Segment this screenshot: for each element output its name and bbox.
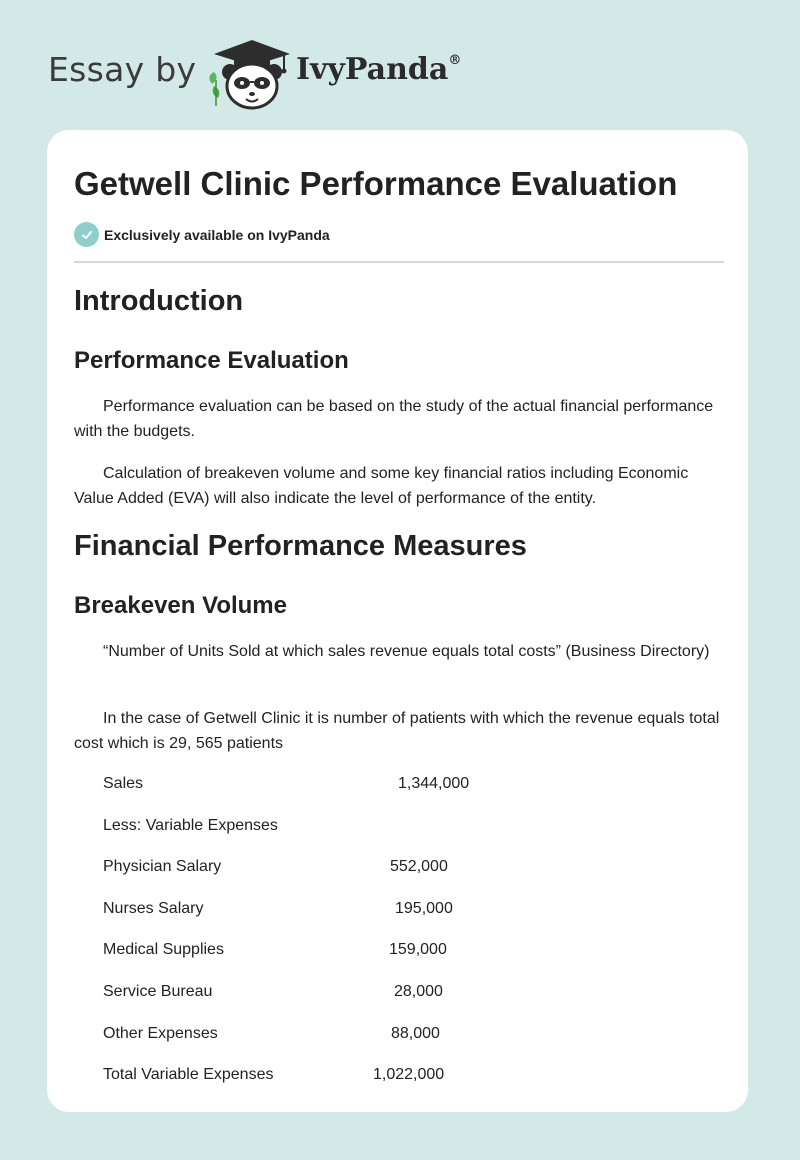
row-value: 28,000 <box>394 983 443 1000</box>
row-value: 159,000 <box>389 941 447 958</box>
table-row <box>103 983 703 1005</box>
heading-performance-evaluation: Performance Evaluation <box>74 347 349 374</box>
paragraph: Performance evaluation can be based on the study of the actual financial performance with the budgets. <box>74 398 714 440</box>
row-label: Service Bureau <box>103 983 213 1000</box>
row-label: Less: Variable Expenses <box>103 817 278 834</box>
row-label: Sales <box>103 775 144 792</box>
table-row <box>103 775 703 797</box>
page-title: Getwell Clinic Performance Evaluation <box>74 165 678 202</box>
divider <box>74 261 724 263</box>
essay-card <box>47 130 748 1112</box>
paragraph: Calculation of breakeven volume and some key financial ratios including Economic Value Added (EVA) will also indicate the level of performance of the entity. <box>74 465 689 507</box>
row-value: 1,344,000 <box>398 775 470 792</box>
row-value: 88,000 <box>391 1025 440 1042</box>
brand-name: IvyPanda® <box>296 52 462 87</box>
check-icon <box>74 222 99 247</box>
row-label: Total Variable Expenses <box>103 1066 274 1083</box>
table-row <box>103 900 703 922</box>
row-label: Nurses Salary <box>103 900 204 917</box>
row-label: Medical Supplies <box>103 941 224 958</box>
paragraph: “Number of Units Sold at which sales revenue equals total costs” (Business Directory) <box>103 643 710 660</box>
table-row <box>103 1066 703 1088</box>
row-value: 552,000 <box>390 858 448 875</box>
badge-text: Exclusively available on IvyPanda <box>104 226 330 243</box>
table-row <box>103 1025 703 1047</box>
panda-logo-icon[interactable] <box>204 36 296 110</box>
heading-financial-measures: Financial Performance Measures <box>74 530 527 562</box>
heading-introduction: Introduction <box>74 285 244 317</box>
row-label: Physician Salary <box>103 858 222 875</box>
row-value: 195,000 <box>395 900 453 917</box>
brand-prefix: Essay by <box>48 50 197 89</box>
row-label: Other Expenses <box>103 1025 218 1042</box>
paragraph: In the case of Getwell Clinic it is number of patients with which the revenue equals total cost which is 29, 565 patients <box>74 710 720 752</box>
table-row <box>103 941 703 963</box>
brand-header <box>48 36 478 110</box>
exclusive-badge <box>74 222 330 247</box>
table-row <box>103 858 703 880</box>
table-row <box>103 817 703 839</box>
heading-breakeven-volume: Breakeven Volume <box>74 592 287 619</box>
row-value: 1,022,000 <box>373 1066 445 1083</box>
